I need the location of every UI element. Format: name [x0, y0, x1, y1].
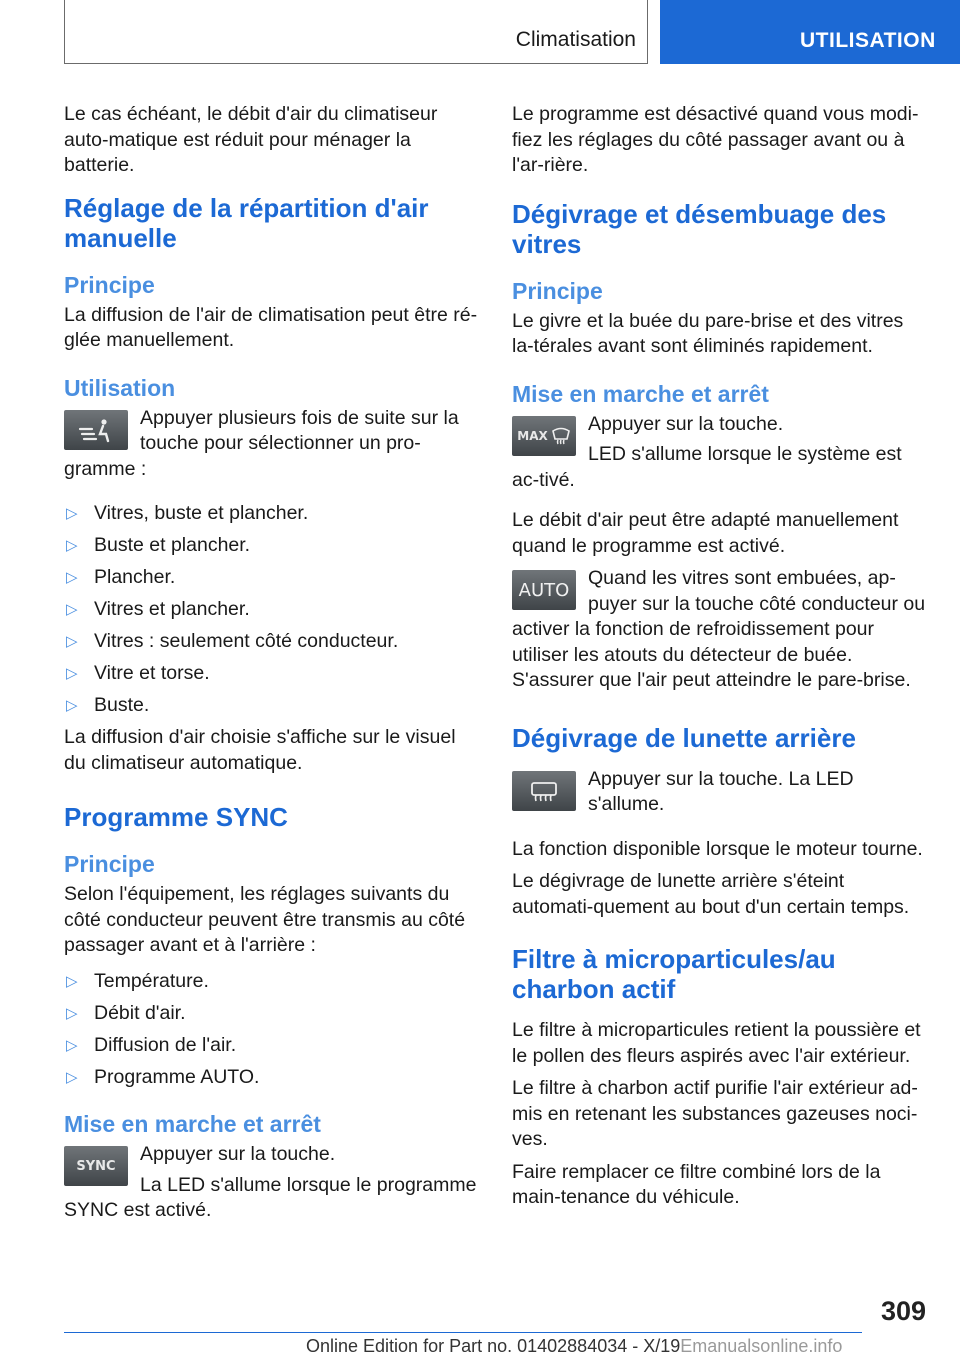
triangle-bullet-icon: ▷: [66, 1036, 78, 1054]
footer-divider: [64, 1332, 862, 1333]
sync-marche-paragraph-2: La LED s'allume lorsque le programme SYNC est activé.: [64, 1173, 477, 1221]
list-item: ▷ Vitre et torse.: [64, 661, 482, 687]
chapter-tab: [660, 0, 960, 64]
filtre-paragraph-1: Le filtre à microparticules retient la poussière et le pollen des fleurs aspirés avec l'air extérieur.: [512, 1019, 921, 1067]
air-distribution-button-icon: [64, 410, 128, 450]
list-item: ▷ Buste.: [64, 693, 482, 719]
utilisation-row: [64, 406, 482, 488]
auto-button-icon: AUTO: [512, 570, 576, 610]
sync-button-icon: SYNC: [64, 1146, 128, 1186]
right-column: [512, 102, 930, 1218]
intro-paragraph: Le cas échéant, le débit d'air du climatiseur auto-matique est réduit pour ménager la batterie.: [64, 103, 438, 176]
rear-window-defrost-icon: [512, 771, 576, 811]
max-button-row: [512, 412, 930, 499]
triangle-bullet-icon: ▷: [66, 633, 78, 650]
auto-button-row: [512, 566, 930, 699]
utilisation-paragraph: Appuyer plusieurs fois de suite sur la touche pour sélectionner un pro-gramme :: [64, 406, 459, 480]
list-item: ▷ Programme AUTO.: [64, 1065, 482, 1091]
footer-edition: Online Edition for Part no. 01402884034 - X/19Emanualsonline.info: [306, 1336, 843, 1356]
max-defrost-button-icon: MAX: [512, 416, 576, 456]
lunette-paragraph: Appuyer sur la touche. La LED s'allume.: [588, 767, 854, 815]
heading-principe: Principe: [512, 277, 603, 304]
triangle-bullet-icon: ▷: [66, 1004, 78, 1022]
filtre-paragraph-2: Le filtre à charbon actif purifie l'air extérieur ad-mis en retenant les substances gazeuses noci-ves.: [512, 1077, 918, 1150]
triangle-bullet-icon: ▷: [66, 1068, 78, 1086]
section-title: Climatisation: [515, 28, 636, 51]
max-paragraph-2: LED s'allume lorsque le système est ac-tivé.: [512, 443, 902, 491]
triangle-bullet-icon: ▷: [66, 537, 78, 554]
heading-principe: Principe: [64, 851, 155, 877]
program-list: [64, 501, 482, 719]
triangle-bullet-icon: ▷: [66, 665, 78, 682]
heading-degivrage: Dégivrage et désembuage des vitres: [512, 198, 887, 259]
desactive-paragraph: Le programme est désactivé quand vous modi-fiez les réglages du côté passager avant ou à l'ar-rière.: [512, 103, 919, 176]
triangle-bullet-icon: ▷: [66, 569, 78, 586]
triangle-bullet-icon: ▷: [66, 972, 78, 990]
auto-paragraph: Quand les vitres sont embuées, ap-puyer sur la touche côté conducteur ou activer la fonction de refroidissement pour utiliser les atouts du détecteur de buée. S'assurer que l'air peut atteindre le pare-brise.: [512, 567, 926, 691]
triangle-bullet-icon: ▷: [66, 601, 78, 618]
list-item: ▷ Vitres, buste et plancher.: [64, 501, 482, 527]
principe-paragraph: La diffusion de l'air de climatisation peut être ré-glée manuellement.: [64, 303, 478, 351]
heading-marche: Mise en marche et arrêt: [512, 380, 769, 407]
triangle-bullet-icon: ▷: [66, 697, 78, 714]
heading-repartition: Réglage de la répartition d'air manuelle: [64, 192, 429, 253]
list-item: ▷ Buste et plancher.: [64, 533, 482, 559]
page-number: 309: [880, 1296, 926, 1326]
heading-principe: Principe: [64, 271, 155, 298]
filtre-paragraph-3: Faire remplacer ce filtre combiné lors de la main-tenance du véhicule.: [512, 1160, 881, 1208]
lunette-paragraph-2: La fonction disponible lorsque le moteur tourne.: [512, 837, 923, 860]
list-item: ▷ Vitres : seulement côté conducteur.: [64, 629, 482, 655]
list-item: ▷ Débit d'air.: [64, 1001, 482, 1027]
heading-lunette: Dégivrage de lunette arrière: [512, 722, 856, 753]
triangle-bullet-icon: ▷: [66, 505, 78, 522]
heading-sync: Programme SYNC: [64, 802, 288, 832]
rear-defrost-button-row: [512, 767, 930, 823]
lunette-paragraph-3: Le dégivrage de lunette arrière s'éteint automati-quement au bout d'un certain temps.: [512, 870, 910, 918]
list-item: ▷ Diffusion de l'air.: [64, 1033, 482, 1059]
sync-principe-paragraph: Selon l'équipement, les réglages suivants du côté conducteur peuvent être transmis au côté passager avant et à l'arrière :: [64, 883, 466, 956]
list-item: ▷ Plancher.: [64, 565, 482, 591]
left-column: [64, 102, 482, 1236]
affichage-paragraph: La diffusion d'air choisie s'affiche sur le visuel du climatiseur automatique.: [64, 726, 456, 774]
sync-list: [64, 969, 482, 1091]
degivrage-principe-paragraph: Le givre et la buée du pare-brise et des vitres la-térales avant sont éliminés rapidement.: [512, 309, 904, 357]
watermark: Emanualsonline.info: [680, 1336, 843, 1356]
list-item: ▷ Température.: [64, 969, 482, 995]
max-paragraph-1: Appuyer sur la touche.: [588, 412, 784, 435]
heading-utilisation: Utilisation: [64, 374, 176, 401]
list-item: ▷ Vitres et plancher.: [64, 597, 482, 623]
heading-filtre: Filtre à microparticules/au charbon actif: [512, 944, 836, 1004]
debit-paragraph: Le débit d'air peut être adapté manuellement quand le programme est activé.: [512, 509, 899, 557]
heading-marche: Mise en marche et arrêt: [64, 1111, 321, 1137]
sync-marche-paragraph-1: Appuyer sur la touche.: [140, 1143, 336, 1165]
chapter-label: UTILISATION: [800, 29, 936, 52]
sync-button-row: [64, 1142, 482, 1229]
